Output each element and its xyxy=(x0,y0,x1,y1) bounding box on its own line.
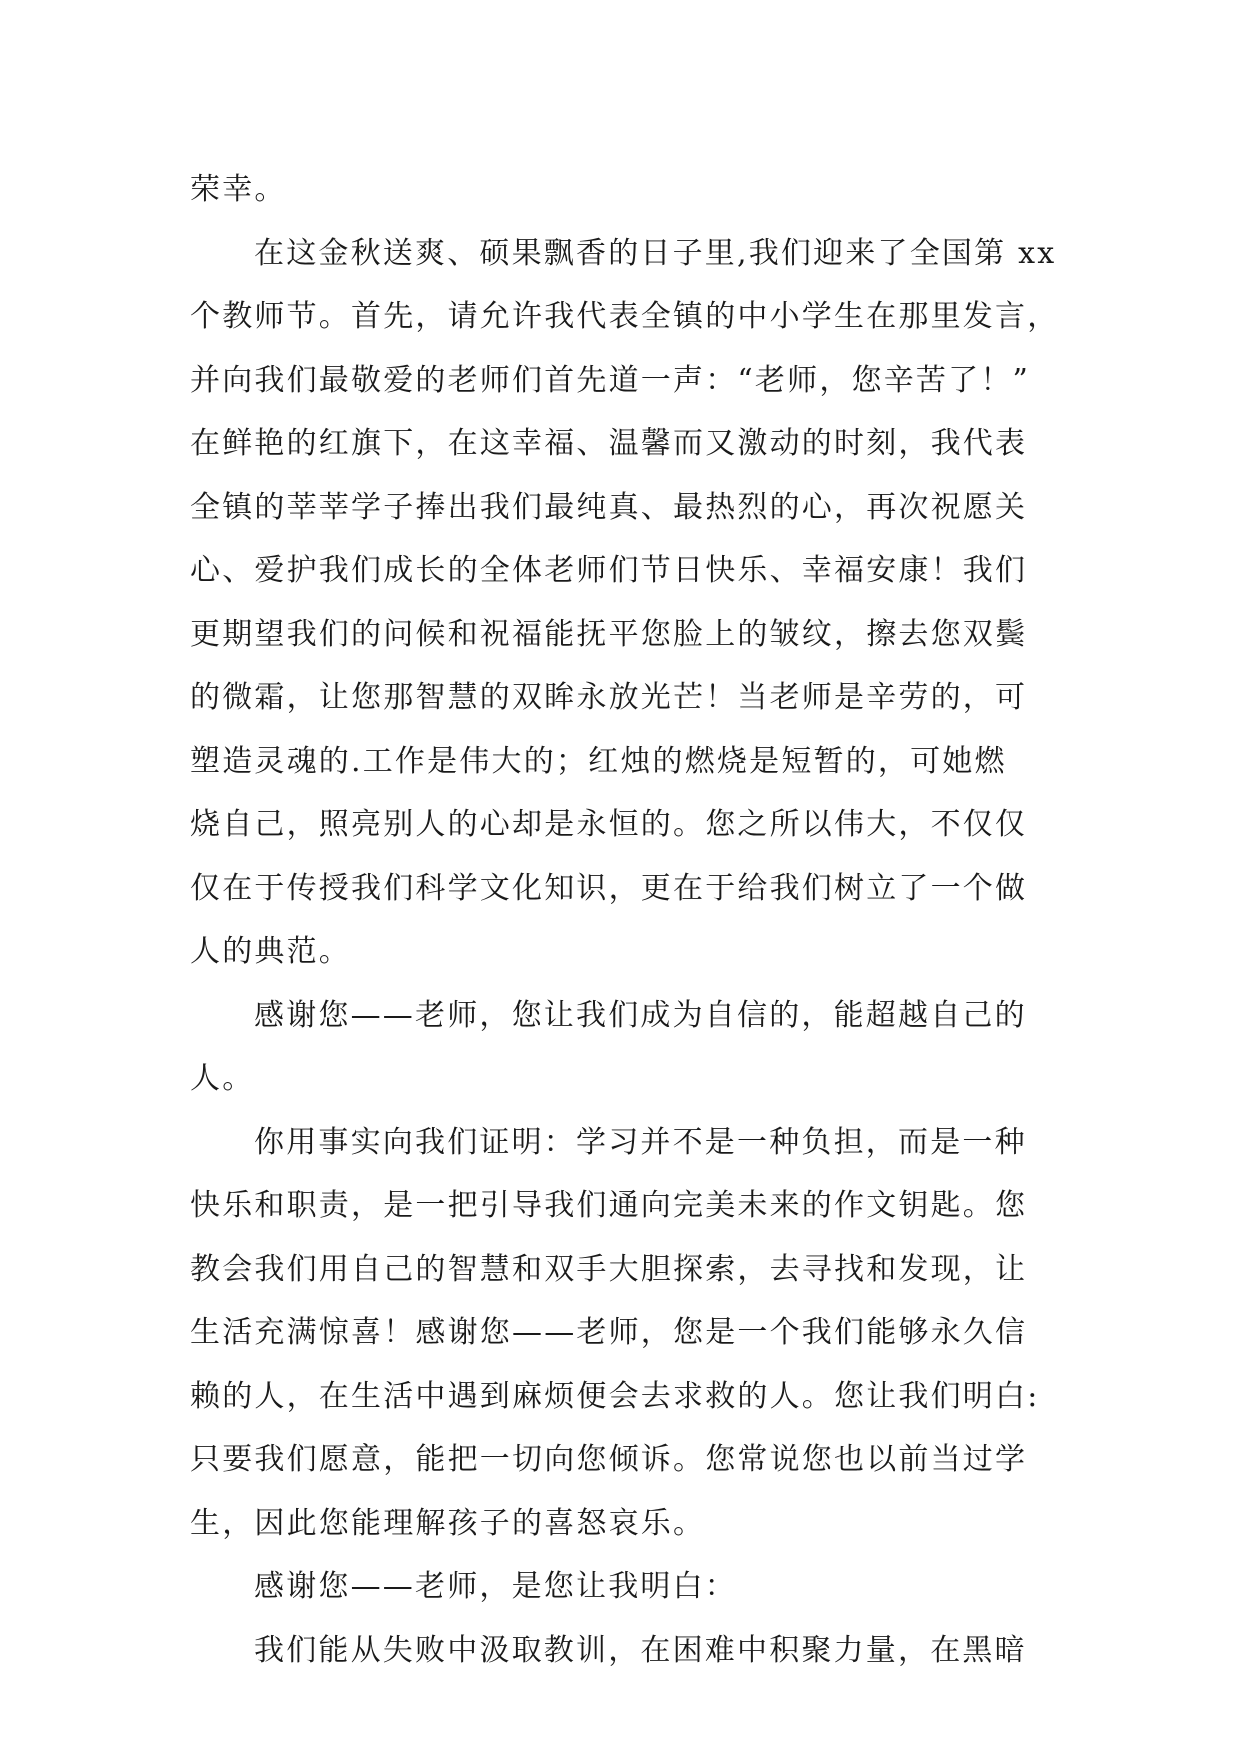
text-line: 教会我们用自己的智慧和双手大胆探索，去寻找和发现，让 xyxy=(190,1251,1028,1287)
text-line: 塑造灵魂的.工作是伟大的；红烛的燃烧是短暂的，可她燃 xyxy=(190,743,1007,779)
text-line: 在这金秋送爽、硕果飘香的日子里,我们迎来了全国第 xx xyxy=(254,235,1057,271)
text-line: 仅在于传授我们科学文化知识，更在于给我们树立了一个做 xyxy=(190,870,1028,906)
text-line: 人的典范。 xyxy=(190,934,351,969)
text-line: 感谢您——老师，您让我们成为自信的，能超越自己的 xyxy=(254,997,1027,1033)
text-line: 烧自己，照亮别人的心却是永恒的。您之所以伟大，不仅仅 xyxy=(190,807,1028,842)
text-line: 个教师节。首先，请允许我代表全镇的中小学生在那里发言， xyxy=(190,299,1060,334)
text-line: 只要我们愿意，能把一切向您倾诉。您常说您也以前当过学 xyxy=(190,1442,1028,1477)
text-line: 生活充满惊喜！感谢您——老师，您是一个我们能够永久信 xyxy=(190,1315,1028,1350)
text-line: 在鲜艳的红旗下，在这幸福、温馨而又激动的时刻，我代表 xyxy=(190,426,1028,461)
text-line: 感谢您——老师，是您让我明白： xyxy=(254,1569,737,1604)
text-line: 荣幸。 xyxy=(190,172,287,207)
text-line: 并向我们最敬爱的老师们首先道一声：“老师，您辛苦了！” xyxy=(190,362,1031,398)
text-line: 更期望我们的问候和祝福能抚平您脸上的皱纹，擦去您双鬓 xyxy=(190,616,1028,652)
text-line: 心、爱护我们成长的全体老师们节日快乐、幸福安康！我们 xyxy=(190,553,1028,588)
text-line: 赖的人，在生活中遇到麻烦便会去求救的人。您让我们明白: xyxy=(190,1378,1040,1414)
text-line: 快乐和职责，是一把引导我们通向完美未来的作文钥匙。您 xyxy=(190,1188,1028,1223)
text-line: 的微霜，让您那智慧的双眸永放光芒！当老师是辛劳的，可 xyxy=(190,680,1028,715)
text-line: 我们能从失败中汲取教训，在困难中积聚力量，在黑暗 xyxy=(254,1632,1027,1668)
document-body xyxy=(190,158,1060,1682)
text-line: 全镇的莘莘学子捧出我们最纯真、最热烈的心，再次祝愿关 xyxy=(190,489,1028,525)
text-line: 生，因此您能理解孩子的喜怒哀乐。 xyxy=(190,1505,706,1541)
text-line: 人。 xyxy=(190,1061,255,1096)
text-line: 你用事实向我们证明：学习并不是一种负担，而是一种 xyxy=(254,1124,1027,1160)
